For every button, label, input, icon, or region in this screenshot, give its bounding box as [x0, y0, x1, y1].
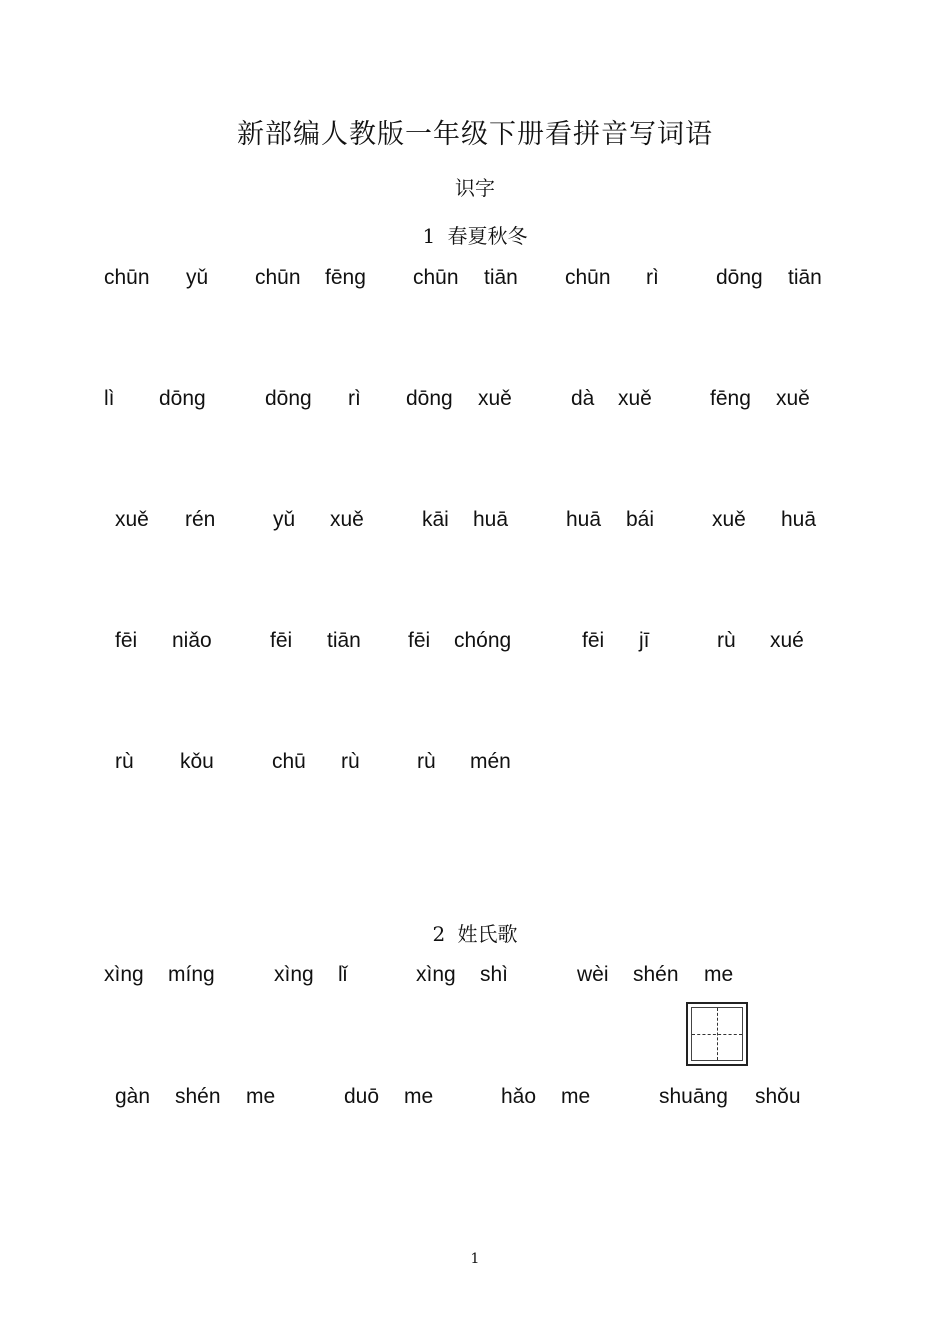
document-title: 新部编人教版一年级下册看拼音写词语 — [237, 119, 713, 150]
page-number: 1 — [470, 1251, 480, 1267]
pinyin-syllable: gàn — [115, 1085, 151, 1108]
pinyin-row — [0, 750, 950, 780]
pinyin-syllable: chūn — [104, 266, 150, 289]
pinyin-syllable: hǎo — [501, 1085, 537, 1108]
pinyin-syllable: yǔ — [186, 266, 209, 289]
pinyin-syllable: rù — [341, 750, 360, 773]
pinyin-syllable: dà — [571, 387, 595, 410]
pinyin-syllable: kāi — [422, 508, 449, 531]
pinyin-syllable: tiān — [484, 266, 518, 289]
pinyin-syllable: shén — [633, 963, 679, 986]
pinyin-syllable: xuě — [115, 508, 149, 531]
pinyin-syllable: tiān — [327, 629, 361, 652]
pinyin-syllable: rù — [417, 750, 436, 773]
pinyin-syllable: bái — [626, 508, 655, 531]
pinyin-row — [0, 266, 950, 296]
pinyin-syllable: xìng — [104, 963, 144, 986]
pinyin-syllable: dōng — [265, 387, 312, 410]
pinyin-syllable: chóng — [454, 629, 512, 652]
pinyin-syllable: wèi — [577, 963, 609, 986]
pinyin-syllable: shì — [480, 963, 509, 986]
character-writing-grid — [686, 1002, 748, 1066]
pinyin-syllable: fēng — [325, 266, 366, 289]
pinyin-syllable: rì — [348, 387, 361, 410]
pinyin-syllable: xuě — [618, 387, 652, 410]
lesson-1-title: 1 春夏秋冬 — [422, 224, 528, 248]
pinyin-syllable: yǔ — [273, 508, 296, 531]
pinyin-syllable: rì — [646, 266, 659, 289]
pinyin-row — [0, 629, 950, 659]
pinyin-syllable: dōng — [716, 266, 763, 289]
pinyin-syllable: shén — [175, 1085, 221, 1108]
pinyin-syllable: kǒu — [180, 750, 214, 773]
pinyin-syllable: chūn — [413, 266, 459, 289]
pinyin-syllable: lǐ — [338, 963, 348, 986]
pinyin-row — [0, 963, 950, 993]
pinyin-syllable: dōng — [159, 387, 206, 410]
pinyin-syllable: fēng — [710, 387, 751, 410]
pinyin-row — [0, 1085, 950, 1115]
pinyin-syllable: míng — [168, 963, 215, 986]
section-heading: 识字 — [455, 176, 495, 200]
pinyin-syllable: shǒu — [755, 1085, 801, 1108]
pinyin-row — [0, 508, 950, 538]
pinyin-syllable: xuě — [776, 387, 810, 410]
lesson-2-title: 2 姓氏歌 — [432, 922, 518, 946]
pinyin-syllable: huā — [781, 508, 817, 531]
pinyin-syllable: xuě — [478, 387, 512, 410]
pinyin-syllable: me — [561, 1085, 591, 1108]
pinyin-syllable: fēi — [270, 629, 293, 652]
pinyin-syllable: xuě — [712, 508, 746, 531]
pinyin-syllable: xìng — [274, 963, 314, 986]
pinyin-syllable: dōng — [406, 387, 453, 410]
pinyin-syllable: fēi — [582, 629, 605, 652]
pinyin-syllable: fēi — [408, 629, 431, 652]
pinyin-syllable: niǎo — [172, 629, 212, 652]
pinyin-syllable: huā — [566, 508, 602, 531]
pinyin-syllable: xìng — [416, 963, 456, 986]
pinyin-syllable: shuāng — [659, 1085, 728, 1108]
pinyin-syllable: me — [404, 1085, 434, 1108]
pinyin-syllable: lì — [104, 387, 115, 410]
pinyin-syllable: me — [704, 963, 734, 986]
pinyin-syllable: chū — [272, 750, 306, 773]
pinyin-syllable: rén — [185, 508, 216, 531]
pinyin-syllable: rù — [717, 629, 736, 652]
pinyin-row — [0, 387, 950, 417]
pinyin-syllable: jī — [639, 629, 650, 652]
pinyin-syllable: fēi — [115, 629, 138, 652]
pinyin-syllable: huā — [473, 508, 509, 531]
pinyin-syllable: xué — [770, 629, 804, 652]
pinyin-syllable: chūn — [255, 266, 301, 289]
pinyin-syllable: chūn — [565, 266, 611, 289]
pinyin-syllable: duō — [344, 1085, 380, 1108]
pinyin-syllable: tiān — [788, 266, 822, 289]
pinyin-syllable: rù — [115, 750, 134, 773]
pinyin-syllable: mén — [470, 750, 511, 773]
pinyin-syllable: xuě — [330, 508, 364, 531]
pinyin-syllable: me — [246, 1085, 276, 1108]
